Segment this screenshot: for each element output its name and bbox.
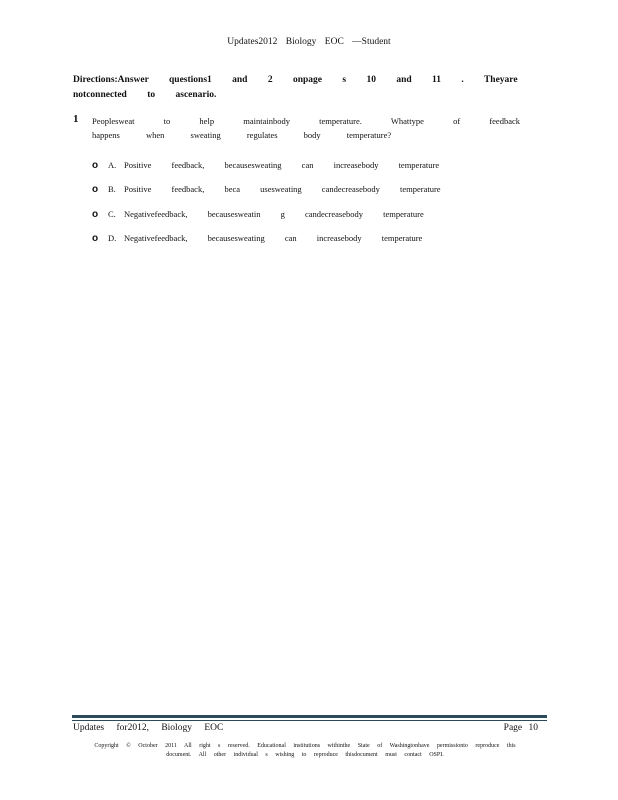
option-text: Positive feedback, beca usesweating candecreasebody temperature: [124, 184, 441, 194]
footer-divider-thin: [72, 720, 547, 721]
option-letter: C.: [108, 209, 116, 219]
option-text: Negativefeedback, becausesweatin g candecreasebody temperature: [124, 209, 424, 219]
answer-option-c[interactable]: [92, 207, 424, 221]
question-number: 1: [73, 113, 79, 125]
footer-title: Updates for2012, Biology EOC: [73, 723, 224, 733]
option-letter: D.: [108, 233, 117, 243]
answer-option-b[interactable]: [92, 182, 441, 196]
page-header: Updates2012 Biology EOC —Student: [227, 37, 391, 47]
option-letter: B.: [108, 184, 116, 194]
radio-bullet-icon[interactable]: o: [92, 232, 99, 244]
footer-divider-thick: [72, 715, 547, 718]
page-number: Page 10: [503, 723, 538, 733]
option-text: Positive feedback, becausesweating can increasebody temperature: [124, 160, 440, 170]
option-letter: A.: [108, 160, 117, 170]
answer-option-a[interactable]: [92, 158, 439, 172]
directions-text: Directions:Answer questions1 and 2 onpage s 10 and 11 . Theyare notconnected to ascenario.: [73, 75, 518, 100]
option-text: Negativefeedback, becausesweating can increasebody temperature: [124, 233, 423, 243]
radio-bullet-icon[interactable]: o: [92, 159, 99, 171]
question-text: Peoplesweat to help maintainbody temperature. Whattype of feedback happens when sweating regulates body temperature?: [92, 116, 520, 140]
answer-option-d[interactable]: [92, 231, 422, 245]
radio-bullet-icon[interactable]: o: [92, 183, 99, 195]
copyright-notice: Copyright © October 2011 All right s reserved. Educational institutions withinthe State of Washingtonhave permissionto reproduce this document. All other individual s wishing to reproduce thisdocument must contact OSPI.: [94, 743, 516, 758]
radio-bullet-icon[interactable]: o: [92, 208, 99, 220]
